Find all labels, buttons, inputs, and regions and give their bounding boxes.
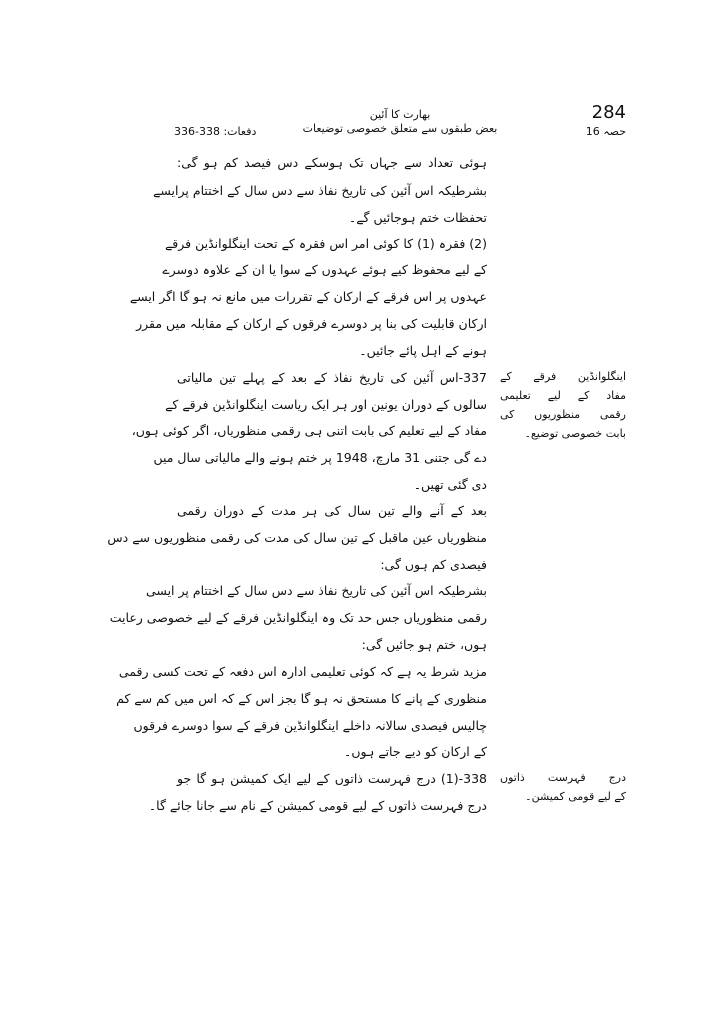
body-line: فیصدی کم ہوں گی: bbox=[380, 557, 487, 572]
body-line: کے لیے محفوظ کیے ہوئے عہدوں کے سوا یا ان کے علاوہ دوسرے bbox=[162, 262, 487, 277]
body-line: ہونے کے اہل پائے جائیں۔ bbox=[359, 343, 487, 358]
margin-note-line: بابت خصوصی توضیع۔ bbox=[524, 427, 626, 440]
body-line: بشرطیکہ اس آئین کی تاریخ نفاذ سے دس سال کے اختتام پر ایسی bbox=[146, 583, 487, 598]
body-line: عہدوں پر اس فرقے کے ارکان کے تقررات میں مانع نہ ہو گا اگر ایسے bbox=[129, 289, 487, 304]
body-line: منظوری کے پانے کا مستحق نہ ہو گا بجز اس کے کہ اس میں کم سے کم bbox=[116, 691, 487, 706]
body-line: چالیس فیصدی سالانہ داخلے اینگلوانڈین فرقے کے سوا دوسرے فرقوں bbox=[133, 718, 487, 733]
margin-note-line: کے لیے قومی کمیشن۔ bbox=[525, 790, 626, 803]
body-line: 338-(1) درج فہرست ذاتوں کے لیے ایک کمیشن ہو گا جو bbox=[177, 771, 487, 786]
articles-label: دفعات: 338-336 bbox=[174, 125, 257, 138]
part-label: حصہ 16 bbox=[585, 125, 626, 138]
margin-note-line: مفاد کے لیے تعلیمی bbox=[500, 389, 626, 402]
body-line: مزید شرط یہ ہے کہ کوئی تعلیمی ادارہ اس دفعہ کے تحت کسی رقمی bbox=[118, 664, 487, 679]
body-line: دے گی جتنی 31 مارچ، 1948 پر ختم ہونے والے مالیاتی سال میں bbox=[153, 450, 487, 465]
body-line: (2) فقرہ (1) کا کوئی امر اس فقرہ کے تحت اینگلوانڈین فرقے bbox=[164, 236, 487, 251]
body-line: 337-اس آئین کی تاریخ نفاذ کے بعد کے پہلے تین مالیاتی bbox=[177, 370, 487, 385]
body-line: بشرطیکہ اس آئین کی تاریخ نفاذ سے دس سال کے اختتام پرایسے bbox=[153, 183, 487, 198]
body-line: مفاد کے لیے تعلیم کی بابت اتنی ہی رقمی منظوریاں، اگر کوئی ہوں، bbox=[131, 423, 487, 438]
page-number: 284 bbox=[591, 102, 626, 123]
body-line: ہوں، ختم ہو جائیں گی: bbox=[361, 637, 487, 652]
body-line: ہوئی تعداد سے جہاں تک ہوسکے دس فیصد کم ہو گی: bbox=[177, 155, 487, 170]
body-line: بعد کے آنے والے تین سال کی ہر مدت کے دوران رقمی bbox=[177, 503, 487, 518]
body-line: درج فہرست ذاتوں کے لیے قومی کمیشن کے نام سے جانا جائے گا۔ bbox=[148, 798, 487, 813]
margin-note-line: اینگلوانڈین فرقے کے bbox=[500, 370, 626, 383]
body-line: منظوریاں عین ماقبل کے تین سال کی مدت کی رقمی منظوریوں سے دس bbox=[107, 530, 487, 545]
book-title: بھارت کا آئین bbox=[369, 108, 431, 121]
body-line: کے ارکان کو دیے جاتے ہوں۔ bbox=[344, 744, 487, 759]
body-line: سالوں کے دوران یونین اور ہر ایک ریاست اینگلوانڈین فرقے کے bbox=[165, 397, 487, 412]
margin-note-line: درج فہرست ذاتوں bbox=[500, 771, 626, 784]
body-line: دی گئی تھیں۔ bbox=[413, 477, 487, 492]
chapter-title: بعض طبقوں سے متعلق خصوصی توضیعات bbox=[302, 122, 498, 135]
margin-note-line: رقمی منظوریوں کی bbox=[500, 408, 626, 421]
body-line: رقمی منظوریاں جس حد تک وہ اینگلوانڈین فرقے کے لیے خصوصی رعایت bbox=[109, 610, 487, 625]
body-line: تحفظات ختم ہوجائیں گے۔ bbox=[348, 210, 487, 225]
body-line: ارکان قابلیت کی بنا پر دوسرے فرقوں کے ارکان کے مقابلہ میں مقرر bbox=[136, 316, 487, 331]
